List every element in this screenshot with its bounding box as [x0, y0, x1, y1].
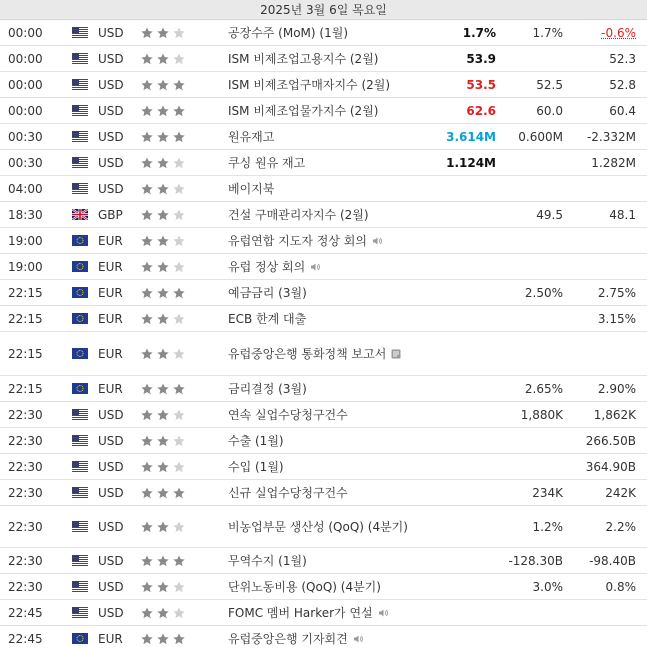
previous-value: 1,862K: [593, 407, 636, 422]
event-name[interactable]: [228, 311, 428, 327]
importance-stars: [140, 554, 228, 568]
star-icon: [156, 78, 170, 92]
star-icon: [140, 520, 154, 534]
star-icon: [172, 156, 186, 170]
currency-code: USD: [98, 605, 124, 620]
table-row[interactable]: [0, 506, 647, 548]
flag-eu-icon: [72, 633, 98, 644]
currency-code: USD: [98, 579, 124, 594]
currency-code: GBP: [98, 207, 123, 222]
speaker-icon[interactable]: [371, 235, 383, 247]
forecast-value: 1.2%: [532, 519, 563, 534]
star-icon: [172, 52, 186, 66]
event-time: 22:30: [8, 407, 43, 422]
star-icon: [140, 312, 154, 326]
event-time: 00:30: [8, 129, 43, 144]
table-row[interactable]: [0, 574, 647, 600]
star-icon: [156, 234, 170, 248]
importance-stars: [140, 234, 228, 248]
table-row[interactable]: [0, 176, 647, 202]
forecast-value: 60.0: [536, 103, 563, 118]
event-time: 22:15: [8, 285, 43, 300]
importance-stars: [140, 130, 228, 144]
star-icon: [172, 434, 186, 448]
previous-value: 48.1: [609, 207, 636, 222]
event-name[interactable]: [228, 519, 428, 535]
table-row[interactable]: [0, 626, 647, 649]
event-name-text[interactable]: 예금금리 (3월): [228, 285, 307, 300]
event-time: 18:30: [8, 207, 43, 222]
currency-code: USD: [98, 485, 124, 500]
event-name[interactable]: [228, 631, 428, 647]
importance-stars: [140, 382, 228, 396]
star-icon: [140, 26, 154, 40]
previous-value: 52.8: [609, 77, 636, 92]
currency-code: USD: [98, 553, 124, 568]
event-name[interactable]: [228, 129, 428, 145]
event-name[interactable]: [228, 233, 428, 249]
star-icon: [140, 286, 154, 300]
flag-eu-icon: [72, 313, 98, 324]
actual-value: 3.614M: [446, 129, 496, 144]
event-name[interactable]: [228, 77, 428, 93]
previous-value: 52.3: [609, 51, 636, 66]
flag-us-icon: [72, 607, 98, 618]
previous-value: 2.90%: [597, 381, 636, 396]
forecast-value: 52.5: [536, 77, 563, 92]
actual-value: 1.124M: [446, 155, 496, 170]
table-row[interactable]: [0, 306, 647, 332]
event-name[interactable]: [228, 51, 428, 67]
table-row[interactable]: [0, 600, 647, 626]
flag-us-icon: [72, 409, 98, 420]
forecast-value: 2.65%: [524, 381, 563, 396]
previous-value: 0.8%: [605, 579, 636, 594]
star-icon: [140, 408, 154, 422]
previous-value: 266.50B: [585, 433, 636, 448]
star-icon: [172, 347, 186, 361]
event-table: [0, 20, 647, 649]
event-time: 04:00: [8, 181, 43, 196]
table-row[interactable]: [0, 254, 647, 280]
event-time: 00:00: [8, 77, 43, 92]
event-name-text[interactable]: 유럽 정상 회의: [228, 259, 306, 274]
previous-value: 242K: [605, 485, 636, 500]
importance-stars: [140, 182, 228, 196]
currency-code: EUR: [98, 285, 123, 300]
star-icon: [156, 26, 170, 40]
flag-gb-icon: [72, 209, 98, 220]
event-time: 00:00: [8, 25, 43, 40]
currency-code: USD: [98, 459, 124, 474]
star-icon: [172, 260, 186, 274]
event-time: 00:00: [8, 103, 43, 118]
star-icon: [172, 26, 186, 40]
table-row[interactable]: [0, 46, 647, 72]
event-name-text[interactable]: 공장수주 (MoM) (1월): [228, 25, 348, 40]
event-name[interactable]: [228, 181, 428, 197]
event-time: 00:00: [8, 51, 43, 66]
table-row[interactable]: [0, 20, 647, 46]
star-icon: [140, 260, 154, 274]
previous-value: 1.282M: [591, 155, 636, 170]
event-time: 22:30: [8, 485, 43, 500]
star-icon: [172, 382, 186, 396]
importance-stars: [140, 520, 228, 534]
star-icon: [156, 347, 170, 361]
table-row[interactable]: [0, 228, 647, 254]
actual-value: 62.6: [466, 103, 496, 118]
table-row[interactable]: [0, 428, 647, 454]
star-icon: [156, 460, 170, 474]
previous-value: -98.40B: [589, 553, 636, 568]
star-icon: [156, 554, 170, 568]
star-icon: [156, 130, 170, 144]
event-name-text[interactable]: ISM 비제조업구매자지수 (2월): [228, 77, 391, 92]
star-icon: [172, 580, 186, 594]
importance-stars: [140, 486, 228, 500]
currency-code: USD: [98, 155, 124, 170]
event-name[interactable]: [228, 103, 428, 119]
flag-us-icon: [72, 157, 98, 168]
importance-stars: [140, 26, 228, 40]
flag-us-icon: [72, 581, 98, 592]
flag-us-icon: [72, 183, 98, 194]
event-name-text[interactable]: 수출 (1월): [228, 433, 284, 448]
actual-value: 53.5: [466, 77, 496, 92]
speaker-icon[interactable]: [309, 261, 321, 273]
forecast-value: 2.50%: [524, 285, 563, 300]
event-time: 22:30: [8, 579, 43, 594]
table-row[interactable]: [0, 124, 647, 150]
flag-us-icon: [72, 461, 98, 472]
event-name-text[interactable]: 연속 실업수당청구건수: [228, 407, 348, 422]
event-name-text[interactable]: 단위노동비용 (QoQ) (4분기): [228, 579, 381, 594]
event-name-text[interactable]: FOMC 멤버 Harker가 연설: [228, 605, 373, 620]
flag-us-icon: [72, 27, 98, 38]
flag-us-icon: [72, 487, 98, 498]
event-time: 19:00: [8, 233, 43, 248]
star-icon: [140, 434, 154, 448]
event-name[interactable]: [228, 155, 428, 171]
event-time: 22:30: [8, 553, 43, 568]
star-icon: [156, 182, 170, 196]
importance-stars: [140, 347, 228, 361]
table-row[interactable]: [0, 376, 647, 402]
star-icon: [156, 382, 170, 396]
importance-stars: [140, 580, 228, 594]
currency-code: USD: [98, 407, 124, 422]
speaker-icon[interactable]: [352, 633, 364, 645]
star-icon: [172, 486, 186, 500]
star-icon: [172, 104, 186, 118]
star-icon: [140, 52, 154, 66]
star-icon: [172, 234, 186, 248]
star-icon: [156, 632, 170, 646]
forecast-value: -128.30B: [508, 553, 563, 568]
importance-stars: [140, 260, 228, 274]
star-icon: [140, 156, 154, 170]
importance-stars: [140, 52, 228, 66]
event-name-text[interactable]: ECB 한계 대출: [228, 311, 307, 326]
event-name[interactable]: [228, 346, 428, 362]
currency-code: USD: [98, 25, 124, 40]
star-icon: [140, 554, 154, 568]
star-icon: [140, 486, 154, 500]
flag-us-icon: [72, 53, 98, 64]
star-icon: [172, 408, 186, 422]
event-name[interactable]: [228, 579, 428, 595]
report-icon[interactable]: [390, 348, 402, 360]
forecast-value: 3.0%: [532, 579, 563, 594]
event-name-text[interactable]: 건설 구매관리자지수 (2월): [228, 207, 369, 222]
star-icon: [156, 408, 170, 422]
star-icon: [140, 104, 154, 118]
star-icon: [140, 580, 154, 594]
star-icon: [172, 520, 186, 534]
star-icon: [140, 182, 154, 196]
event-name[interactable]: [228, 285, 428, 301]
currency-code: EUR: [98, 259, 123, 274]
flag-eu-icon: [72, 383, 98, 394]
currency-code: EUR: [98, 381, 123, 396]
flag-eu-icon: [72, 235, 98, 246]
day-header: 2025년 3월 6일 목요일: [0, 0, 647, 20]
event-time: 22:30: [8, 459, 43, 474]
forecast-value: 1.7%: [532, 25, 563, 40]
star-icon: [156, 580, 170, 594]
flag-eu-icon: [72, 348, 98, 359]
currency-code: EUR: [98, 631, 123, 646]
star-icon: [172, 460, 186, 474]
currency-code: USD: [98, 129, 124, 144]
table-row[interactable]: [0, 280, 647, 306]
star-icon: [172, 208, 186, 222]
star-icon: [156, 312, 170, 326]
importance-stars: [140, 606, 228, 620]
star-icon: [140, 606, 154, 620]
event-time: 22:30: [8, 519, 43, 534]
table-row[interactable]: [0, 402, 647, 428]
importance-stars: [140, 208, 228, 222]
importance-stars: [140, 408, 228, 422]
star-icon: [172, 632, 186, 646]
event-name-text[interactable]: 쿠싱 원유 재고: [228, 155, 306, 170]
event-time: 22:45: [8, 605, 43, 620]
event-name-text[interactable]: 수입 (1월): [228, 459, 284, 474]
table-row[interactable]: [0, 332, 647, 376]
star-icon: [140, 382, 154, 396]
flag-us-icon: [72, 105, 98, 116]
event-name-text[interactable]: 유럽중앙은행 기자회견: [228, 631, 348, 646]
event-time: 22:15: [8, 311, 43, 326]
star-icon: [156, 520, 170, 534]
currency-code: EUR: [98, 346, 123, 361]
importance-stars: [140, 156, 228, 170]
star-icon: [172, 286, 186, 300]
flag-us-icon: [72, 131, 98, 142]
star-icon: [172, 130, 186, 144]
previous-value: -2.332M: [586, 129, 636, 144]
star-icon: [140, 208, 154, 222]
previous-value: 3.15%: [597, 311, 636, 326]
flag-eu-icon: [72, 261, 98, 272]
event-time: 22:15: [8, 381, 43, 396]
event-name-text[interactable]: 유럽중앙은행 통화정책 보고서: [228, 346, 387, 361]
event-name[interactable]: [228, 485, 428, 501]
star-icon: [140, 130, 154, 144]
table-row[interactable]: [0, 454, 647, 480]
star-icon: [156, 156, 170, 170]
previous-value: 2.2%: [605, 519, 636, 534]
flag-us-icon: [72, 79, 98, 90]
importance-stars: [140, 286, 228, 300]
star-icon: [156, 260, 170, 274]
star-icon: [172, 312, 186, 326]
currency-code: USD: [98, 433, 124, 448]
importance-stars: [140, 460, 228, 474]
star-icon: [140, 460, 154, 474]
event-name[interactable]: [228, 433, 428, 449]
star-icon: [172, 182, 186, 196]
flag-us-icon: [72, 435, 98, 446]
importance-stars: [140, 104, 228, 118]
event-name[interactable]: [228, 207, 428, 223]
star-icon: [156, 208, 170, 222]
previous-value: 2.75%: [597, 285, 636, 300]
star-icon: [156, 104, 170, 118]
currency-code: EUR: [98, 311, 123, 326]
star-icon: [156, 434, 170, 448]
forecast-value: 1,880K: [520, 407, 563, 422]
event-name-text[interactable]: ISM 비제조업물가지수 (2월): [228, 103, 379, 118]
table-row[interactable]: [0, 480, 647, 506]
star-icon: [140, 78, 154, 92]
currency-code: USD: [98, 181, 124, 196]
event-name-text[interactable]: 무역수지 (1월): [228, 553, 307, 568]
event-name-text[interactable]: ISM 비제조업고용지수 (2월): [228, 51, 379, 66]
event-name[interactable]: [228, 459, 428, 475]
event-name-text[interactable]: 신규 실업수당청구건수: [228, 485, 348, 500]
event-time: 22:30: [8, 433, 43, 448]
currency-code: USD: [98, 519, 124, 534]
event-name[interactable]: [228, 259, 428, 275]
actual-value: 1.7%: [462, 25, 496, 40]
star-icon: [140, 234, 154, 248]
currency-code: EUR: [98, 233, 123, 248]
flag-us-icon: [72, 555, 98, 566]
star-icon: [156, 52, 170, 66]
table-row[interactable]: [0, 98, 647, 124]
star-icon: [172, 606, 186, 620]
speaker-icon[interactable]: [377, 607, 389, 619]
event-time: 22:45: [8, 631, 43, 646]
star-icon: [156, 486, 170, 500]
event-name-text[interactable]: 베이지북: [228, 181, 275, 196]
currency-code: USD: [98, 51, 124, 66]
event-name-text[interactable]: 비농업부문 생산성 (QoQ) (4분기): [228, 519, 408, 534]
event-name[interactable]: [228, 553, 428, 569]
previous-value: 364.90B: [585, 459, 636, 474]
importance-stars: [140, 434, 228, 448]
event-name[interactable]: [228, 381, 428, 397]
star-icon: [140, 632, 154, 646]
table-row[interactable]: [0, 548, 647, 574]
currency-code: USD: [98, 103, 124, 118]
event-name-text[interactable]: 원유재고: [228, 129, 275, 144]
event-name[interactable]: [228, 407, 428, 423]
star-icon: [172, 78, 186, 92]
star-icon: [172, 554, 186, 568]
star-icon: [156, 606, 170, 620]
flag-us-icon: [72, 521, 98, 532]
forecast-value: 0.600M: [518, 129, 563, 144]
event-time: 22:15: [8, 346, 43, 361]
previous-value: 60.4: [609, 103, 636, 118]
importance-stars: [140, 632, 228, 646]
currency-code: USD: [98, 77, 124, 92]
previous-value: -0.6%: [601, 25, 636, 40]
event-name[interactable]: [228, 25, 428, 41]
table-row[interactable]: [0, 150, 647, 176]
importance-stars: [140, 78, 228, 92]
star-icon: [156, 286, 170, 300]
event-time: 19:00: [8, 259, 43, 274]
event-name-text[interactable]: 유럽연합 지도자 정상 회의: [228, 233, 367, 248]
actual-value: 53.9: [466, 51, 496, 66]
forecast-value: 49.5: [536, 207, 563, 222]
flag-eu-icon: [72, 287, 98, 298]
event-time: 00:30: [8, 155, 43, 170]
star-icon: [140, 347, 154, 361]
importance-stars: [140, 312, 228, 326]
table-row[interactable]: [0, 202, 647, 228]
forecast-value: 234K: [532, 485, 563, 500]
event-name-text[interactable]: 금리결정 (3월): [228, 381, 307, 396]
event-name[interactable]: [228, 605, 428, 621]
table-row[interactable]: [0, 72, 647, 98]
